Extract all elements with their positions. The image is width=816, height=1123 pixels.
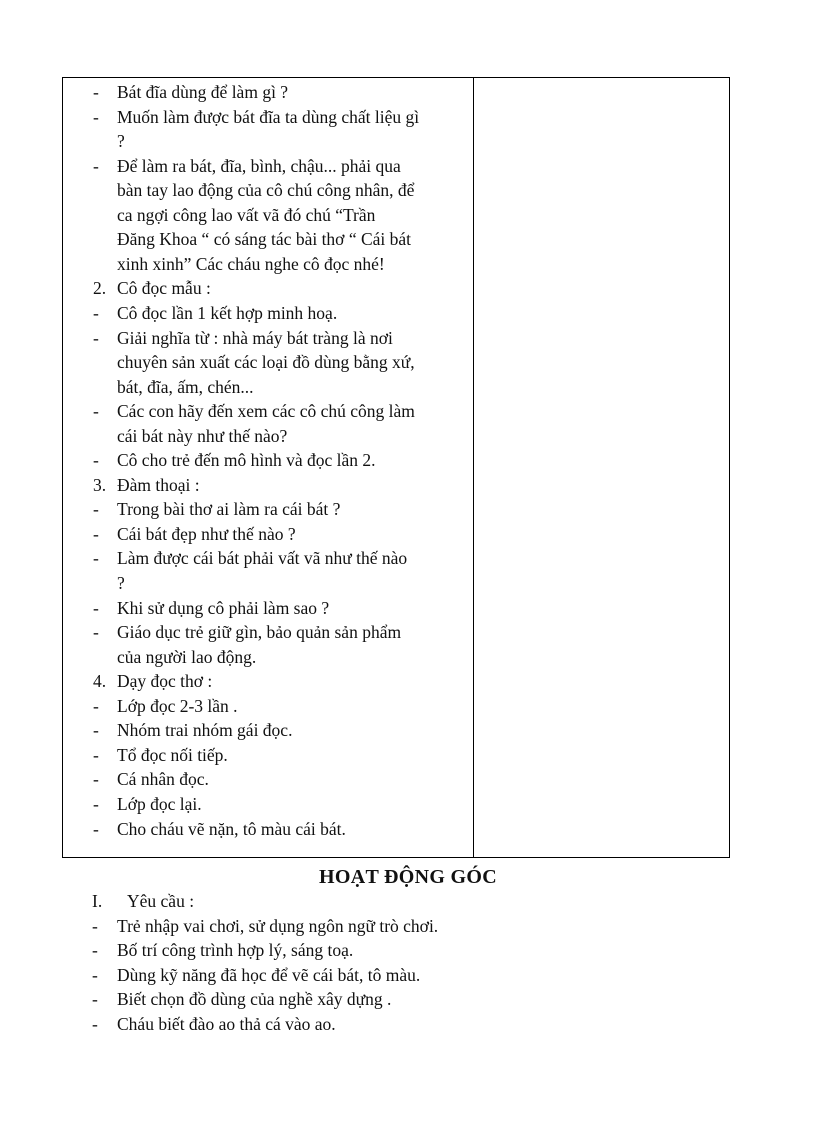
list-item-text: Trong bài thơ ai làm ra cái bát ? <box>117 499 341 520</box>
list-marker: - <box>93 106 99 127</box>
list-marker: - <box>93 720 99 741</box>
list-item-text: chuyên sản xuất các loại đồ dùng bằng xứ, <box>117 352 415 373</box>
list-item-text: Biết chọn đồ dùng của nghề xây dựng . <box>117 989 392 1010</box>
list-marker: 2. <box>93 278 107 299</box>
list-marker: - <box>93 793 99 814</box>
list-item-text: Trẻ nhập vai chơi, sử dụng ngôn ngữ trò chơi. <box>117 915 439 936</box>
list-item-text: Nhóm trai nhóm gái đọc. <box>117 720 293 741</box>
list-item-text: Yêu cầu : <box>127 891 195 911</box>
list-item-text: Cô cho trẻ đến mô hình và đọc lần 2. <box>117 450 376 471</box>
list-item-text: Lớp đọc lại. <box>117 793 202 814</box>
list-marker: - <box>93 450 99 471</box>
list-marker: - <box>92 964 98 985</box>
list-item-text: bàn tay lao động của cô chú công nhân, để <box>117 180 415 201</box>
list-item-text: Làm được cái bát phải vất vã như thế nào <box>117 548 408 569</box>
list-item-text: Cá nhân đọc. <box>117 769 209 790</box>
list-item-text: xinh xinh” Các cháu nghe cô đọc nhé! <box>117 253 385 274</box>
list-item-text: Đàm thoại : <box>117 474 200 495</box>
list-item-text: Muốn làm được bát đĩa ta dùng chất liệu gì <box>117 106 420 127</box>
list-item-text: Cô đọc mẫu : <box>117 278 211 299</box>
list-marker: I. <box>92 891 103 911</box>
list-marker: - <box>93 327 99 348</box>
section-heading: HOẠT ĐỘNG GÓC <box>319 866 497 888</box>
list-item-text: Lớp đọc 2-3 lần . <box>117 695 238 716</box>
list-item-text: Giáo dục trẻ giữ gìn, bảo quản sản phẩm <box>117 622 402 643</box>
list-item-text: Để làm ra bát, đĩa, bình, chậu... phải qua <box>117 155 401 176</box>
list-marker: - <box>93 597 99 618</box>
list-item-text: bát, đĩa, ấm, chén... <box>117 376 254 397</box>
list-item-text: Các con hãy đến xem các cô chú công làm <box>117 401 415 422</box>
list-item-text: Cho cháu vẽ nặn, tô màu cái bát. <box>117 818 346 839</box>
list-item-text: Tổ đọc nối tiếp. <box>117 744 228 765</box>
list-marker: - <box>93 155 99 176</box>
list-item-text: Cháu biết đào ao thả cá vào ao. <box>117 1013 336 1034</box>
list-item-text: Dùng kỹ năng đã học để vẽ cái bát, tô màu. <box>117 964 421 985</box>
list-item-text: của người lao động. <box>117 646 257 667</box>
list-marker: - <box>93 818 99 839</box>
list-item-text: Bố trí công trình hợp lý, sáng toạ. <box>117 940 354 961</box>
list-marker: 4. <box>93 671 107 692</box>
list-marker: - <box>92 989 98 1010</box>
list-marker: - <box>93 769 99 790</box>
list-marker: - <box>93 523 99 544</box>
list-marker: - <box>93 695 99 716</box>
list-item-text: Cô đọc lần 1 kết hợp minh hoạ. <box>117 302 338 323</box>
notes-column <box>474 78 729 857</box>
list-item-text: Khi sử dụng cô phải làm sao ? <box>117 597 330 618</box>
list-marker: - <box>92 940 98 961</box>
list-marker: - <box>93 548 99 569</box>
list-marker: - <box>93 401 99 422</box>
list-marker: - <box>92 915 98 936</box>
list-item-text: Cái bát đẹp như thế nào ? <box>117 523 296 544</box>
list-marker: - <box>93 499 99 520</box>
list-item-text: ? <box>117 131 125 152</box>
list-marker: - <box>92 1013 98 1034</box>
list-item-text: Dạy đọc thơ : <box>117 671 213 692</box>
list-item-text: Bát đĩa dùng để làm gì ? <box>117 82 289 102</box>
list-marker: 3. <box>93 474 107 495</box>
list-marker: - <box>93 744 99 765</box>
list-item-text: Đăng Khoa “ có sáng tác bài thơ “ Cái bát <box>117 229 412 250</box>
list-item-text: ca ngợi công lao vất vã đó chú “Trần <box>117 204 376 225</box>
list-item-text: Giải nghĩa từ : nhà máy bát tràng là nơi <box>117 327 393 348</box>
list-marker: - <box>93 622 99 643</box>
list-marker: - <box>93 82 99 102</box>
lesson-table <box>62 77 730 858</box>
list-item-text: ? <box>117 573 125 593</box>
list-marker: - <box>93 302 99 323</box>
list-item-text: cái bát này như thế nào? <box>117 425 288 446</box>
